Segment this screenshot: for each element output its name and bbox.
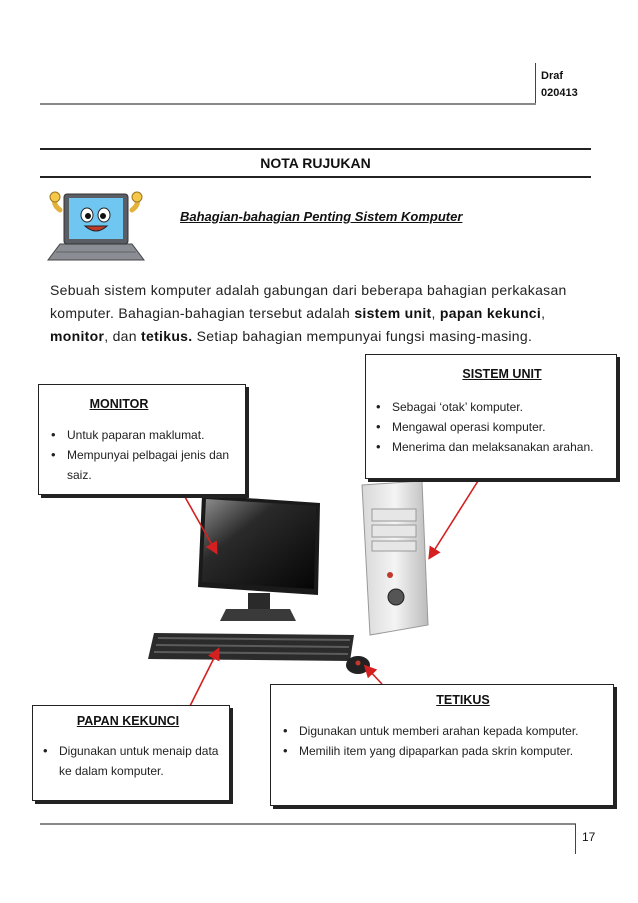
- drive-bay-2: [372, 525, 416, 537]
- drive-bay-3: [372, 541, 416, 551]
- section-subtitle: Bahagian-bahagian Penting Sistem Komputer: [180, 209, 463, 224]
- mouse-callout: [270, 684, 614, 806]
- term-tetikus: tetikus.: [141, 328, 193, 344]
- brand-logo: [387, 572, 393, 578]
- laptop-mascot-icon: [46, 186, 146, 268]
- title-band-bottom-rule: [40, 176, 591, 178]
- mouse-callout-title: TETIKUS: [436, 693, 490, 707]
- title-band-top-rule: [40, 148, 591, 150]
- keyboard-callout: [32, 705, 230, 801]
- system-unit-callout-title: SISTEM UNIT: [462, 367, 542, 381]
- keyboard-callout-title: PAPAN KEKUNCI: [76, 714, 180, 728]
- mouse-callout-list: [281, 721, 607, 761]
- intro-text-2: Setiap bahagian mempunyai fungsi masing-masing.: [192, 328, 533, 344]
- list-item: • Digunakan untuk menaip data ke dalam komputer.: [41, 741, 227, 781]
- monitor-base: [220, 609, 296, 621]
- draft-label: [541, 68, 578, 102]
- monitor-neck: [248, 593, 270, 609]
- page-title: NOTA RUJUKAN: [260, 155, 371, 171]
- system-unit-callout-list: [374, 397, 612, 457]
- list-item: • Menerima dan melaksanakan arahan.: [374, 437, 612, 457]
- footer-divider: [40, 823, 576, 825]
- monitor-screen: [202, 499, 316, 589]
- draft-line-2: 020413: [541, 87, 578, 99]
- mouse-wheel: [356, 661, 361, 666]
- monitor-callout: [38, 384, 246, 495]
- intro-comma-2: ,: [541, 305, 546, 321]
- footer-divider-vertical: [575, 824, 576, 854]
- keyboard-callout-list: [41, 741, 227, 781]
- system-unit-body: [362, 481, 428, 635]
- list-item: • Mempunyai pelbagai jenis dan saiz.: [49, 445, 241, 485]
- desktop-computer-illustration: [140, 475, 440, 690]
- system-unit-callout: [365, 354, 617, 479]
- term-sistem-unit: sistem unit: [354, 305, 432, 321]
- list-item: • Sebagai ‘otak’ komputer.: [374, 397, 612, 417]
- header-divider-vertical: [535, 63, 536, 105]
- monitor-callout-list: [49, 425, 241, 485]
- list-item: • Digunakan untuk memberi arahan kepada komputer.: [281, 721, 607, 741]
- list-item: • Mengawal operasi komputer.: [374, 417, 612, 437]
- draft-line-1: Draf: [541, 70, 564, 82]
- intro-text-1: Sebuah sistem komputer adalah gabungan dari beberapa bahagian perkakasan komputer. Bahagian-bahagian tersebut adalah: [50, 282, 567, 321]
- list-item: • Untuk paparan maklumat.: [49, 425, 241, 445]
- power-button: [388, 589, 404, 605]
- intro-paragraph: [50, 279, 595, 348]
- term-monitor: monitor: [50, 328, 105, 344]
- page-number: 17: [582, 830, 596, 844]
- intro-comma-1: ,: [431, 305, 440, 321]
- monitor-callout-title: MONITOR: [89, 397, 149, 411]
- list-item: • Memilih item yang dipaparkan pada skrin komputer.: [281, 741, 607, 761]
- header-divider: [40, 103, 536, 105]
- drive-bay-1: [372, 509, 416, 521]
- intro-dan: , dan: [104, 328, 142, 344]
- term-papan-kekunci: papan kekunci: [439, 305, 542, 321]
